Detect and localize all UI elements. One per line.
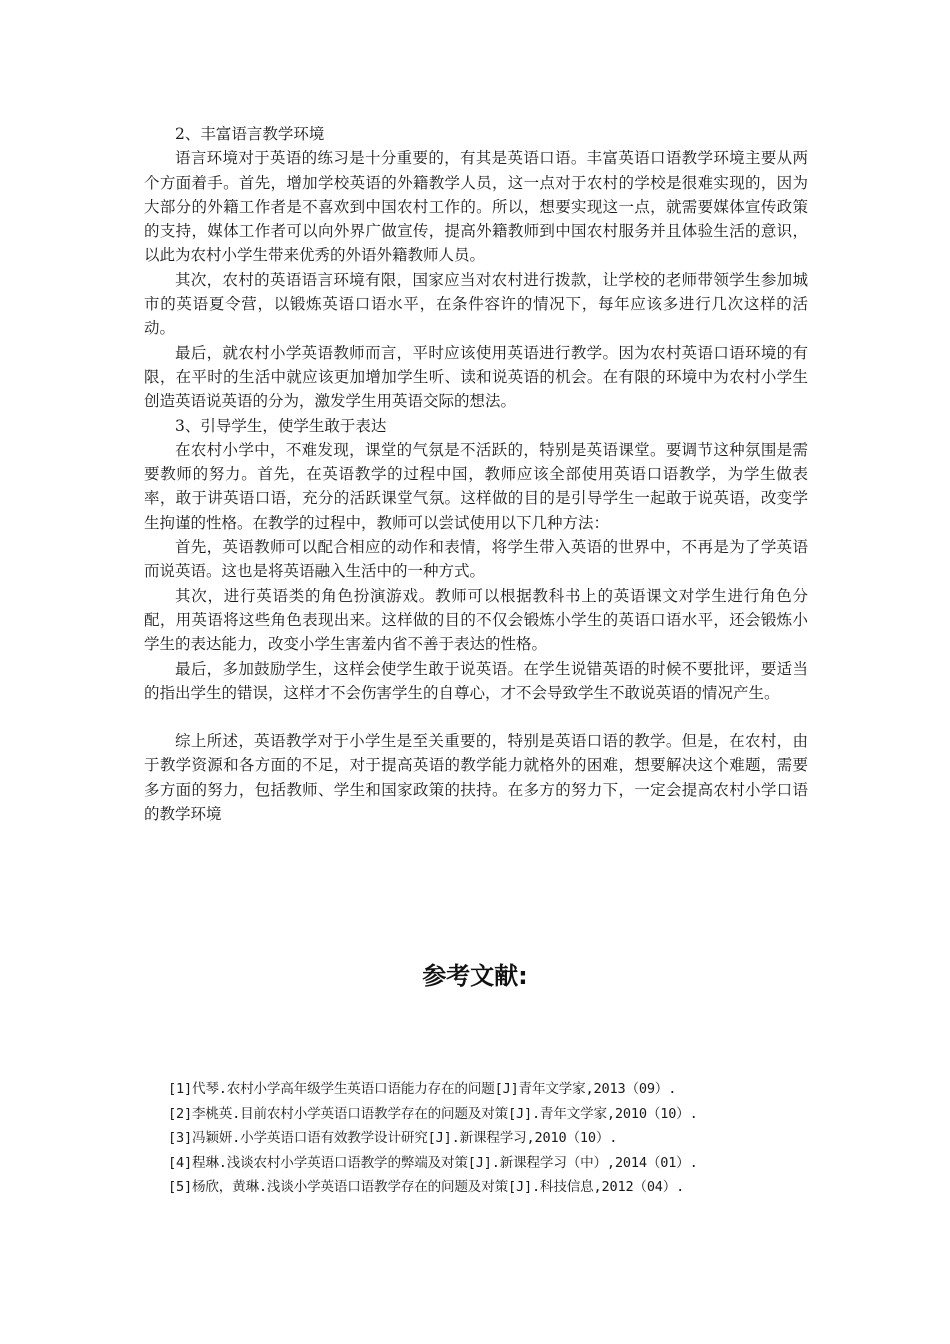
paragraph: 其次，进行英语类的角色扮演游戏。教师可以根据教科书上的英语课文对学生进行角色分配，用英语将这些角色表现出来。这样做的目的不仅会锻炼小学生的英语口语水平，还会锻炼小学生的表达能力，改变小学生害羞内省不善于表达的性格。 xyxy=(144,586,808,654)
section-heading-3: 3、引导学生，使学生敢于表达 xyxy=(175,416,387,435)
spacer xyxy=(144,705,808,729)
section-heading-2: 2、丰富语言教学环境 xyxy=(175,125,325,143)
paragraph: 在农村小学中，不难发现，课堂的气氛是不活跃的，特别是英语课堂。要调节这种氛围是需要教师的努力。首先，在英语教学的过程中国，教师应该全部使用英语口语教学，为学生做表率，敢于讲英语口语，充分的活跃课堂气氛。这样做的目的是引导学生一起敢于说英语，改变学生拘谨的性格。在教学的过程中，教师可以尝试使用以下几种方法： xyxy=(144,440,808,532)
reference-item: [4]程琳.浅谈农村小学英语口语教学的弊端及对策[J].新课程学习（中）,2014（01）. xyxy=(168,1154,698,1171)
paragraph: 语言环境对于英语的练习是十分重要的，有其是英语口语。丰富英语口语教学环境主要从两个方面着手。首先，增加学校英语的外籍教学人员，这一点对于农村的学校是很难实现的，因为大部分的外籍工作者是不喜欢到中国农村工作的。所以，想要实现这一点，就需要媒体宣传政策的支持，媒体工作者可以向外界广做宣传，提高外籍教师到中国农村服务并且体验生活的意识，以此为农村小学生带来优秀的外语外籍教师人员。 xyxy=(144,149,808,265)
references-title: 参考文献: xyxy=(422,962,528,990)
paragraph: 最后，就农村小学英语教师而言，平时应该使用英语进行教学。因为农村英语口语环境的有限，在平时的生活中就应该更加增加学生听、读和说英语的机会。在有限的环境中为农村小学生创造英语说英语的分为，激发学生用英语交际的想法。 xyxy=(144,343,808,411)
paragraph: 其次，农村的英语语言环境有限，国家应当对农村进行拨款，让学校的老师带领学生参加城市的英语夏令营，以锻炼英语口语水平，在条件容许的情况下，每年应该多进行几次这样的活动。 xyxy=(144,270,808,338)
body-text xyxy=(144,122,808,826)
paragraph: 首先，英语教师可以配合相应的动作和表情，将学生带入英语的世界中，不再是为了学英语而说英语。这也是将英语融入生活中的一种方式。 xyxy=(144,538,808,581)
reference-item: [5]杨欣，黄琳.浅谈小学英语口语教学存在的问题及对策[J].科技信息,2012（04）. xyxy=(168,1179,685,1195)
reference-item: [2]李桃英.目前农村小学英语口语教学存在的问题及对策[J].青年文学家,2010（10）. xyxy=(168,1105,698,1122)
references-list xyxy=(168,1077,828,1200)
reference-item: [3]冯颖妍.小学英语口语有效教学设计研究[J].新课程学习,2010（10）. xyxy=(168,1130,618,1146)
paragraph: 最后，多加鼓励学生，这样会使学生敢于说英语。在学生说错英语的时候不要批评，要适当的指出学生的错误，这样才不会伤害学生的自尊心，才不会导致学生不敢说英语的情况产生。 xyxy=(144,659,808,702)
conclusion-paragraph: 综上所述，英语教学对于小学生是至关重要的，特别是英语口语的教学。但是，在农村，由于教学资源和各方面的不足，对于提高英语的教学能力就格外的困难，想要解决这个难题，需要多方面的努力，包括教师、学生和国家政策的扶持。在多方的努力下，一定会提高农村小学口语的教学环境 xyxy=(144,732,808,824)
reference-item: [1]代琴.农村小学高年级学生英语口语能力存在的问题[J]青年文学家,2013（09）. xyxy=(168,1081,677,1097)
